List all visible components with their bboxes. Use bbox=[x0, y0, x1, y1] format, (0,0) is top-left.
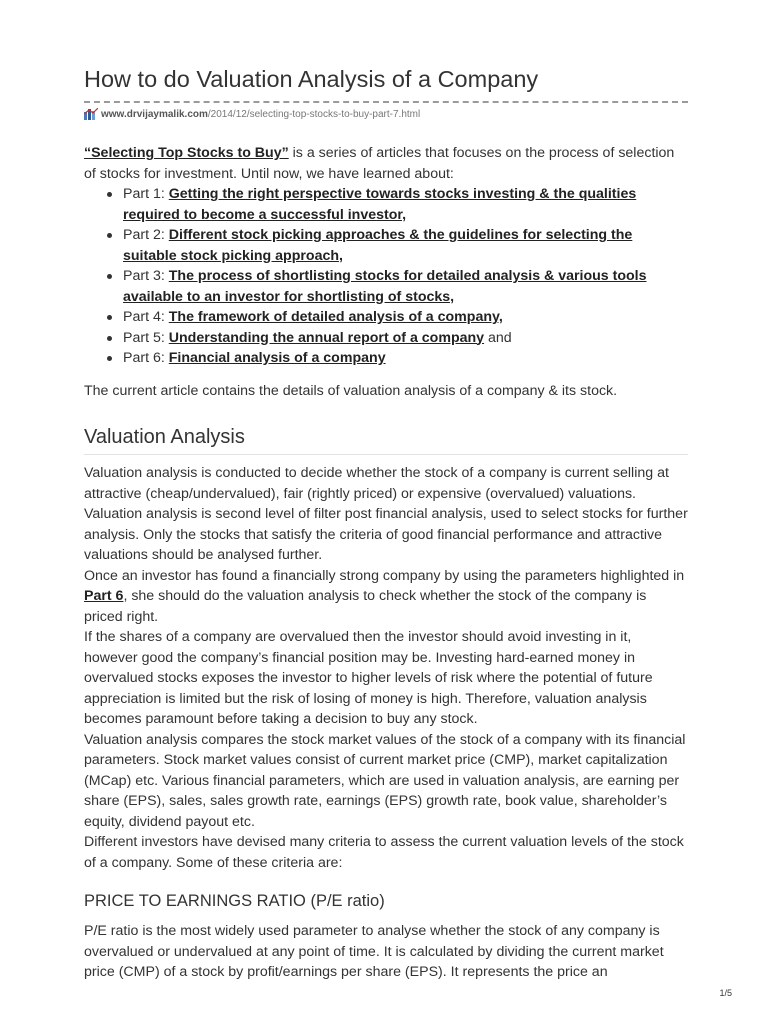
part-suffix: and bbox=[484, 329, 512, 346]
valuation-paragraph-2 bbox=[84, 566, 688, 628]
paragraph-text: Once an investor has found a financially strong company by using the parameters highlighted in bbox=[84, 567, 685, 584]
list-item bbox=[123, 184, 688, 225]
part-prefix: Part 6: bbox=[123, 350, 169, 366]
section-heading-pe-ratio: PRICE TO EARNINGS RATIO (P/E ratio) bbox=[84, 892, 385, 910]
part-prefix: Part 3: bbox=[123, 268, 169, 284]
part-5-link[interactable]: Understanding the annual report of a company bbox=[168, 329, 485, 346]
list-item bbox=[123, 266, 688, 307]
part-prefix: Part 5: bbox=[123, 329, 169, 346]
page-number: 1/5 bbox=[719, 988, 732, 998]
list-item bbox=[123, 225, 688, 266]
source-path: /2014/12/selecting-top-stocks-to-buy-part-7.html bbox=[207, 109, 421, 120]
list-item bbox=[123, 348, 688, 369]
part-2-link[interactable]: Different stock picking approaches & the guidelines for selecting the suitable stock picking approach, bbox=[123, 227, 633, 264]
source-domain: www.drvijaymalik.com bbox=[101, 109, 208, 120]
site-favicon-icon bbox=[84, 108, 98, 120]
part-3-link[interactable]: The process of shortlisting stocks for detailed analysis & various tools available to an investor for shortlisting of stocks, bbox=[123, 268, 647, 305]
part-1-link[interactable]: Getting the right perspective towards stocks investing & the qualities required to become a successful investor, bbox=[123, 186, 637, 223]
section-heading-valuation: Valuation Analysis bbox=[84, 423, 688, 455]
valuation-paragraph-5: Different investors have devised many criteria to assess the current valuation levels of the stock of a company. Some of these criteria are: bbox=[84, 834, 684, 871]
list-item bbox=[123, 328, 688, 349]
series-link[interactable]: “Selecting Top Stocks to Buy” bbox=[84, 145, 289, 161]
parts-list bbox=[84, 184, 688, 369]
part-prefix: Part 4: bbox=[123, 309, 169, 325]
valuation-paragraph-4: Valuation analysis compares the stock market values of the stock of a company with its financial parameters. Stock market values consist of current market price (CMP), market capitalization (MCap) etc. Various financial parameters, which are used in valuation analysis, are earning per share (EPS), sales, sales growth rate, earnings (EPS) growth rate, book value, shareholder’s equity, dividend payout etc. bbox=[84, 731, 686, 830]
part-6-link[interactable]: Financial analysis of a company bbox=[168, 350, 386, 366]
part-6-inline-link[interactable]: Part 6 bbox=[84, 588, 124, 604]
part-prefix: Part 2: bbox=[123, 227, 169, 243]
page-title: How to do Valuation Analysis of a Company bbox=[84, 66, 539, 92]
part-4-link[interactable]: The framework of detailed analysis of a company, bbox=[168, 309, 503, 325]
current-article-paragraph: The current article contains the details of valuation analysis of a company & its stock. bbox=[84, 382, 618, 399]
intro-paragraph bbox=[84, 143, 688, 184]
title-divider bbox=[84, 101, 688, 103]
valuation-paragraph-1: Valuation analysis is conducted to decide whether the stock of a company is current selling at attractive (cheap/undervalued), fair (rightly priced) or expensive (overvalued) valuations. Valuation analysis is second level of filter post financial analysis, used to select stocks for further analysis. Only the stocks that satisfy the criteria of good financial performance and attractive valuations should be analysed further. bbox=[84, 465, 688, 563]
paragraph-text: , she should do the valuation analysis to check whether the stock of the company is priced right. bbox=[84, 588, 647, 625]
valuation-paragraph-3: If the shares of a company are overvalued then the investor should avoid investing in it, however good the company’s financial position may be. Investing hard-earned money in overvalued stocks exposes the investor to higher levels of risk where the potential of future appreciation is limited but the risk of losing of money is high. Therefore, valuation analysis becomes paramount before taking a decision to buy any stock. bbox=[84, 629, 653, 727]
part-prefix: Part 1: bbox=[123, 186, 169, 202]
intro-text: is a series of articles that focuses on the process of selection of stocks for investment. Until now, we have learned about: bbox=[84, 145, 675, 182]
source-url[interactable] bbox=[84, 107, 420, 123]
list-item bbox=[123, 307, 688, 328]
pe-paragraph-1: P/E ratio is the most widely used parameter to analyse whether the stock of any company is overvalued or undervalued at any point of time. It is calculated by dividing the current market price (CMP) of a stock by profit/earnings per share (EPS). It represents the price an bbox=[84, 923, 664, 980]
article-body bbox=[84, 143, 688, 983]
